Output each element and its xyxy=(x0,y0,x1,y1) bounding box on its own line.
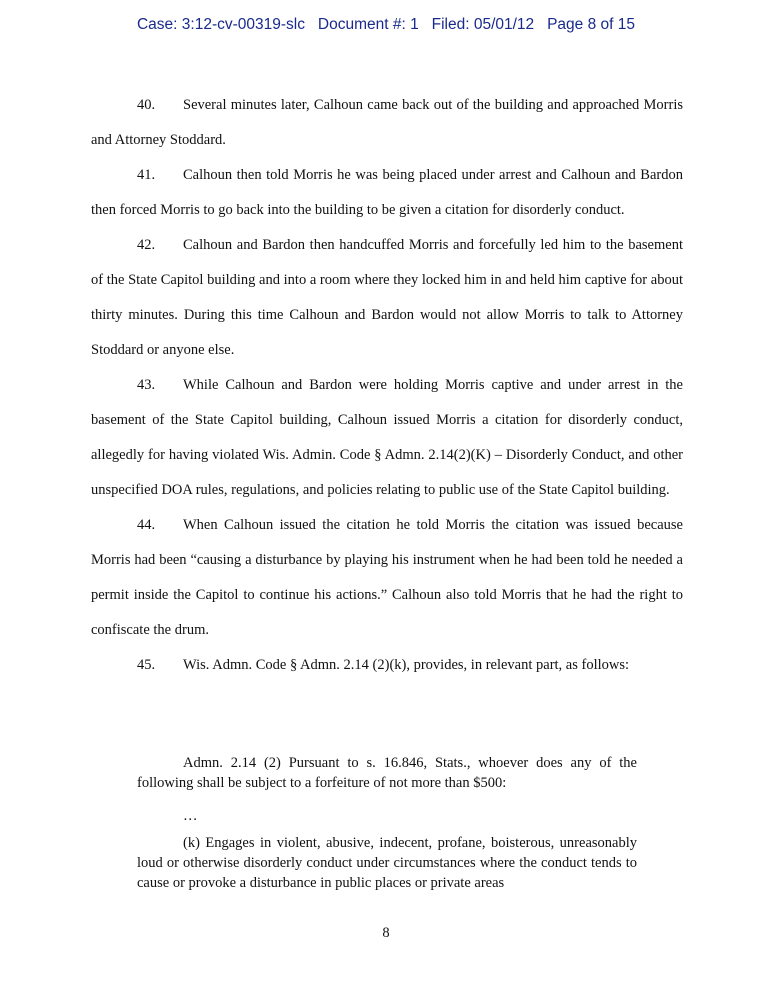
paragraph-number: 42. xyxy=(137,237,156,253)
paragraph-text: Calhoun then told Morris he was being placed under arrest and Calhoun and Bardon then forced Morris to go back into the building to be given a citation for disorderly conduct. xyxy=(91,167,683,218)
page-number: 8 xyxy=(382,925,390,941)
paragraph-42 xyxy=(91,228,683,368)
paragraph-number: 45. xyxy=(137,657,156,673)
document-body xyxy=(91,88,683,683)
case-header: Case: 3:12-cv-00319-slc Document #: 1 Filed: 05/01/12 Page 8 of 15 xyxy=(136,16,635,33)
paragraph-41 xyxy=(91,158,683,228)
block-quote-intro: Admn. 2.14 (2) Pursuant to s. 16.846, Stats., whoever does any of the following shall be subject to a forfeiture of not more than $500: xyxy=(137,755,637,791)
block-quote-subsection-k: (k) Engages in violent, abusive, indecent, profane, boisterous, unreasonably loud or otherwise disorderly conduct under circumstances where the conduct tends to cause or provoke a disturbance in public places or private areas xyxy=(137,835,637,891)
paragraph-40 xyxy=(91,88,683,158)
paragraph-number: 44. xyxy=(137,517,156,533)
paragraph-text: Calhoun and Bardon then handcuffed Morris and forcefully led him to the basement of the State Capitol building and into a room where they locked him in and held him captive for about thirty minutes. During this time Calhoun and Bardon would not allow Morris to talk to Attorney Stoddard or anyone else. xyxy=(91,237,683,358)
paragraph-43 xyxy=(91,368,683,508)
paragraph-45 xyxy=(91,648,683,683)
paragraph-44 xyxy=(91,508,683,648)
paragraph-text: While Calhoun and Bardon were holding Morris captive and under arrest in the basement of the State Capitol building, Calhoun issued Morris a citation for disorderly conduct, allegedly for having violated Wis. Admin. Code § Admn. 2.14(2)(K) – Disorderly Conduct, and other unspecified DOA rules, regulations, and policies relating to public use of the State Capitol building. xyxy=(91,377,683,498)
paragraph-text: When Calhoun issued the citation he told Morris the citation was issued because Morris had been “causing a disturbance by playing his instrument when he had been told he needed a permit inside the Capitol to continue his actions.” Calhoun also told Morris that he had the right to confiscate the drum. xyxy=(91,517,683,638)
paragraph-text: Several minutes later, Calhoun came back out of the building and approached Morris and Attorney Stoddard. xyxy=(91,97,683,148)
block-quote-ellipsis: … xyxy=(183,808,198,824)
paragraph-number: 40. xyxy=(137,97,156,113)
paragraph-text: Wis. Admn. Code § Admn. 2.14 (2)(k), provides, in relevant part, as follows: xyxy=(183,657,630,673)
paragraph-number: 43. xyxy=(137,377,156,393)
paragraph-number: 41. xyxy=(137,167,156,183)
